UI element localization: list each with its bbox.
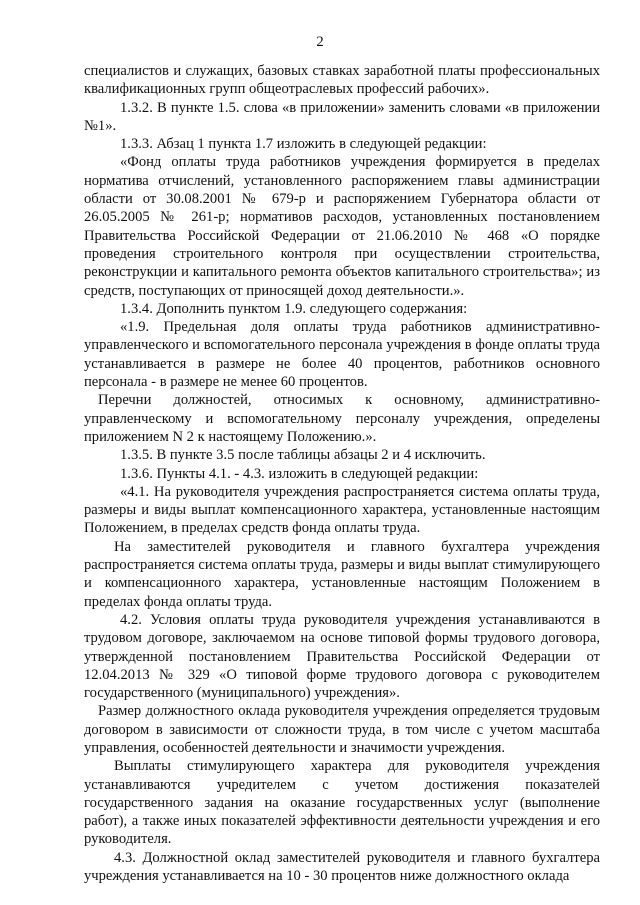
- paragraph-1-3-3: 1.3.3. Абзац 1 пункта 1.7 изложить в следующей редакции:: [120, 136, 487, 153]
- paragraph-1-3-2: 1.3.2. В пункте 1.5. слова «в приложении» заменить словами «в приложении №1».: [84, 99, 600, 134]
- page-number: 2: [316, 34, 324, 50]
- document-body: [84, 62, 600, 885]
- paragraph-position-lists: Перечни должностей, относимых к основному, административно-управленческому и вспомогательному персоналу учреждения, определены приложением N 2 к настоящему Положению.».: [84, 392, 600, 445]
- paragraph-4-1-quote: «4.1. На руководителя учреждения распространяется система оплаты труда, размеры и виды выплат компенсационного характера, установленные настоящим Положением, в пределах средств фонда оплаты труда.: [84, 483, 600, 537]
- paragraph-4-3: 4.3. Должностной оклад заместителей руководителя и главного бухгалтера учреждения устанавливается на 10 - 30 процентов ниже должностного оклада: [84, 849, 600, 885]
- paragraph-1-3-5: 1.3.5. В пункте 3.5 после таблицы абзацы 2 и 4 исключить.: [120, 447, 486, 464]
- paragraph-1-3-4: 1.3.4. Дополнить пунктом 1.9. следующего содержания:: [120, 300, 468, 317]
- paragraph-1-9-quote: «1.9. Предельная доля оплаты труда работников административно-управленческого и вспомогательного персонала учреждения в фонде оплаты труда устанавливается в размере не более 40 процентов, работников основного персонала - в размере не менее 60 процентов.: [84, 319, 600, 391]
- paragraph-incentive-payments: Выплаты стимулирующего характера для руководителя учреждения устанавливаются учредителем с учетом достижения показателей государственного задания на оказание государственных услуг (выполнение работ), а также иных показателей эффективности деятельности учреждения и его руководителя.: [84, 758, 600, 848]
- paragraph-continuation: специалистов и служащих, базовых ставках заработной платы профессиональных квалификационных групп общеотраслевых профессий рабочих».: [84, 63, 600, 98]
- paragraph-salary-size: Размер должностного оклада руководителя учреждения определяется трудовым договором в зависимости от сложности труда, в том числе с учетом масштаба управления, особенностей деятельности и значимости учреждения.: [84, 703, 600, 756]
- paragraph-fund-quote: «Фонд оплаты труда работников учреждения формируется в пределах норматива отчислений, установленного распоряжением главы администрации области от 30.08.2001 № 679-р и распоряжением Губернатора области от 26.05.2005 № 261-р; нормативов расходов, установленных постановлением Правительства Российской Федерации от 21.06.2010 № 468 «О порядке проведения строительного контроля при осуществлении строительства, реконструкции и капитального ремонта объектов капитального строительства»; из средств, поступающих от приносящей доход деятельности.».: [84, 154, 600, 299]
- paragraph-deputies: На заместителей руководителя и главного бухгалтера учреждения распространяется система оплаты труда, размеры и виды выплат стимулирующего и компенсационного характера, установленные настоящим Положением в пределах фонда оплаты труда.: [84, 538, 600, 610]
- paragraph-1-3-6: 1.3.6. Пункты 4.1. - 4.3. изложить в следующей редакции:: [120, 465, 479, 482]
- paragraph-4-2: 4.2. Условия оплаты труда руководителя учреждения устанавливаются в трудовом договоре, заключаемом на основе типовой формы трудового договора, утвержденной постановлением Правительства Российской Федерации от 12.04.2013 № 329 «О типовой форме трудового договора с руководителем государственного (муниципального) учреждения».: [84, 611, 600, 702]
